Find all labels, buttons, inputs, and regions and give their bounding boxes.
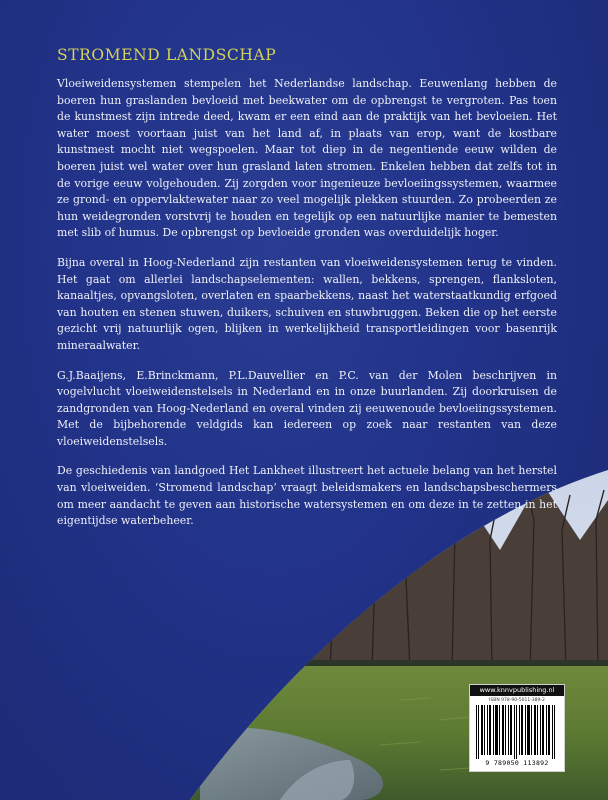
barcode-icon: [474, 705, 560, 759]
isbn-label: ISBN 978-90-5011-389-2: [489, 698, 545, 703]
blurb-paragraph-1: Vloeiweidensystemen stempelen het Nederlandse landschap. Eeuwenlang hebben de boeren hun graslanden bevloeid met beekwater om de opbrengst te vergroten. Pas toen de kunstmest zijn intrede deed, kwam er een eind aan de praktijk van het bevloeien. Het water moest voortaan juist van het land af, in plaats van erop, want de kostbare kunstmest mocht niet wegspoelen. Maar tot diep in de negentiende eeuw wilden de boeren juist wel water over hun grasland laten stromen. Enkelen hebben dat zelfs tot in de vorige eeuw volgehouden. Zij zorgden voor ingenieuze bevloeiingssystemen, waarmee ze grond- en oppervlaktewater naar zo veel mogelijk plekken stuurden. Zo probeerden ze hun weidegronden vorstvrij te houden en tegelijk op een natuurlijke manier te bemesten met slib of humus. De opbrengst op bevloeide gronden was overduidelijk hoger.: [57, 77, 557, 240]
blurb-paragraph-2: Bijna overal in Hoog-Nederland zijn restanten van vloeiweidensystemen terug te vinden. Het gaat om allerlei landschapselementen: wallen, bekkens, sprengen, flanksloten, kanaaltjes, opvangsloten, overlaten en spaarbekkens, naast het waterstaatkundig erfgoed van houten en stenen stuwen, duikers, schuiven en stuwbruggen. Beken die op het eerste gezicht vrij natuurlijk ogen, blijken in werkelijkheid transportleidingen voor basenrijk mineraalwater.: [57, 255, 557, 352]
isbn-digits: 9 789050 113892: [485, 759, 549, 767]
book-title: STROMEND LANDSCHAP: [57, 46, 277, 64]
blurb-paragraph-4: De geschiedenis van landgoed Het Lankheet illustreert het actuele belang van het herstel van vloeiweiden. ‘Stromend landschap’ vraagt beleidsmakers en landschapsbeschermers om meer aandacht te geven aan historische watersystemen en om deze in te zetten in het eigentijdse waterbeheer.: [57, 464, 557, 528]
blurb-text: [57, 76, 557, 543]
blurb-paragraph-3: G.J.Baaijens, E.Brinckmann, P.L.Dauvellier en P.C. van der Molen beschrijven in vogelvlucht vloeiweidenstelsels in Nederland en in onze buurlanden. Zij doorkruisen de zandgronden van Hoog-Nederland en overal vinden zij eeuwenoude bevloeiingssystemen. Met de bijbehorende veldgids kan iedereen op zoek naar restanten van deze vloeiweidenstelsels.: [57, 368, 557, 448]
barcode-label: [469, 684, 565, 772]
publisher-url: www.knnvpublishing.nl: [470, 685, 564, 696]
